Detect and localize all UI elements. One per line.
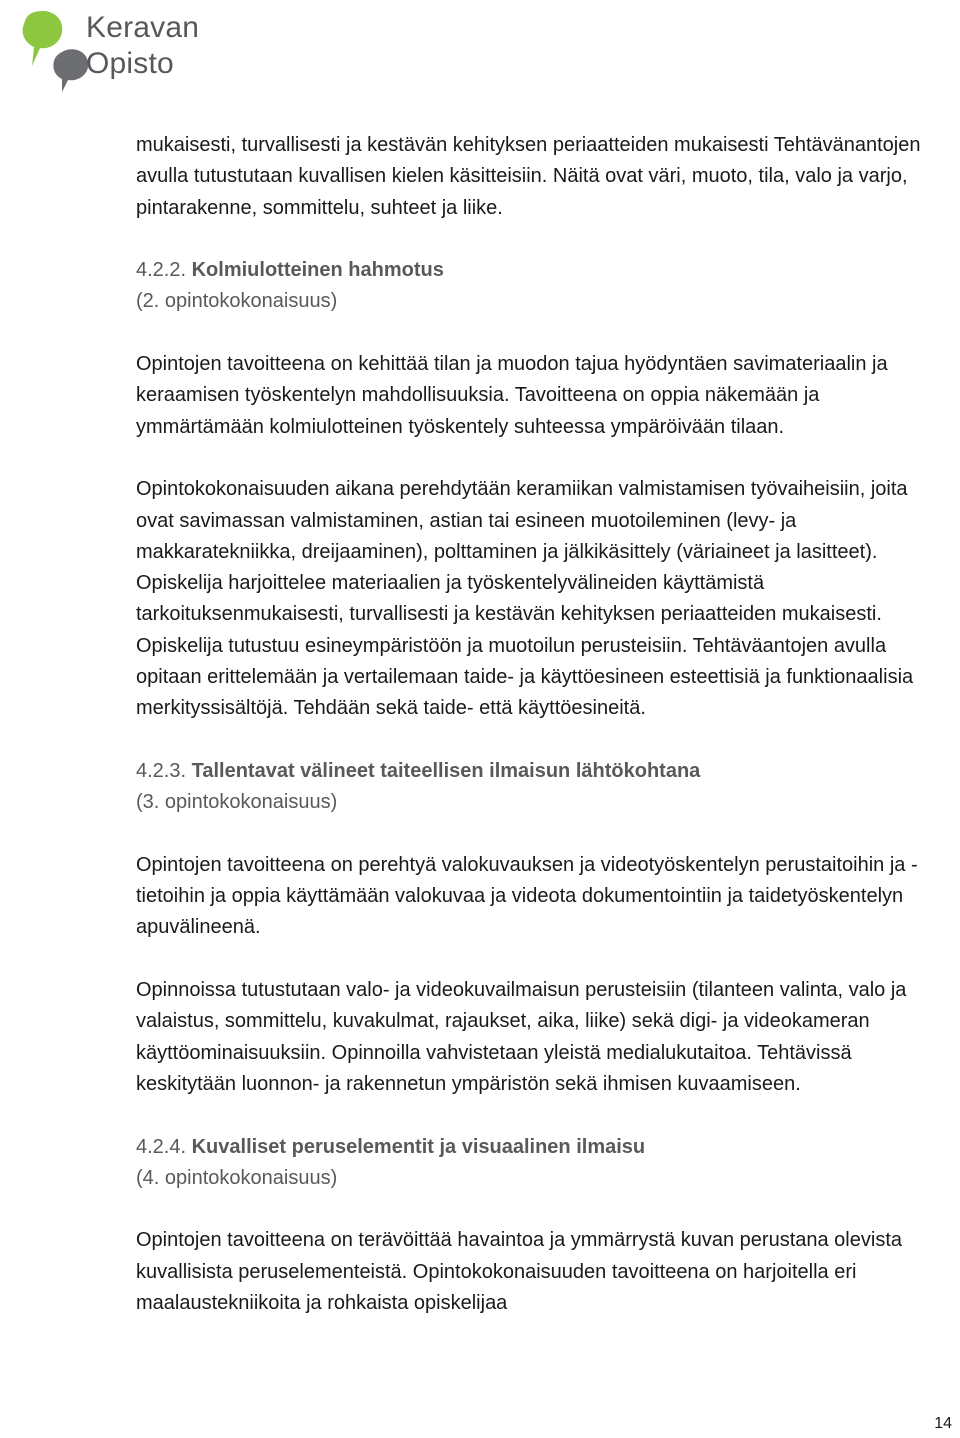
section-heading <box>136 255 936 286</box>
intro-paragraph: mukaisesti, turvallisesti ja kestävän kehityksen periaatteiden mukaisesti Tehtävänantojen avulla tutustutaan kuvallisen kielen käsitteisiin. Näitä ovat väri, muoto, tila, valo ja varjo, pintarakenne, sommittelu, suhteet ja liike. <box>136 134 921 219</box>
section-number: 4.2.2. <box>136 259 187 282</box>
section-number: 4.2.4. <box>136 1135 187 1158</box>
section-paragraph: Opinnoissa tutustutaan valo- ja videokuvailmaisun perusteisiin (tilanteen valinta, valo ja valaistus, sommittelu, kuvakulmat, rajaukset, aika, liike) sekä digi- ja videokameran käyttöominaisuuksiin. Opinnoilla vahvistetaan yleistä medialukutaitoa. Tehtävissä keskitytään luonnon- ja rakennetun ympäristön sekä ihmisen kuvaamiseen. <box>136 979 907 1095</box>
keravan-opisto-logo <box>22 8 200 92</box>
section-credits: (4. opintokokonaisuus) <box>136 1166 338 1189</box>
section-heading <box>136 756 936 787</box>
speech-bubbles-icon <box>22 8 92 92</box>
section-title: Kolmiulotteinen hahmotus <box>191 259 444 282</box>
document-body <box>136 130 936 1319</box>
section-paragraph: Opintokokonaisuuden aikana perehdytään keramiikan valmistamisen työvaiheisiin, joita ovat savimassan valmistaminen, astian tai esineen muotoileminen (levy- ja makkaratekniikka, dreijaaminen), polttaminen ja jälkikäsittely (väriaineet ja lasitteet). Opiskelija harjoittelee materiaalien ja työskentelyvälineiden käyttämistä tarkoituksenmukaisesti, turvallisesti ja kestävän kehityksen periaatteiden mukaisesti. Opiskelija tutustuu esineympäristöön ja muotoilun perusteisiin. Tehtäväantojen avulla opitaan erittelemään ja vertailemaan taide- ja käyttöesineen esteettisiä ja funktionaalisia merkityssisältöjä. Tehdään sekä taide- että käyttöesineitä. <box>136 478 914 720</box>
section-number: 4.2.3. <box>136 759 187 782</box>
section-credits: (2. opintokokonaisuus) <box>136 290 338 313</box>
section-title: Kuvalliset peruselementit ja visuaalinen ilmaisu <box>191 1135 646 1158</box>
logo-line-2: Opisto <box>86 47 174 80</box>
section-paragraph: Opintojen tavoitteena on kehittää tilan ja muodon tajua hyödyntäen savimateriaalin ja keraamisen työskentelyn mahdollisuuksia. Tavoitteena on oppia näkemään ja ymmärtämään kolmiulotteinen työskentely suhteessa ympäröivään tilaan. <box>136 353 888 438</box>
section-credits: (3. opintokokonaisuus) <box>136 791 338 814</box>
section-paragraph: Opintojen tavoitteena on terävöittää havaintoa ja ymmärrystä kuvan perustana olevista kuvallisista peruselementeistä. Opintokokonaisuuden tavoitteena on harjoitella eri maalaustekniikoita ja rohkaista opiskelijaa <box>136 1229 902 1314</box>
section-paragraph: Opintojen tavoitteena on perehtyä valokuvauksen ja videotyöskentelyn perustaitoihin ja -tietoihin ja oppia käyttämään valokuvaa ja videota dokumentointiin ja taidetyöskentelyn apuvälineenä. <box>136 853 918 939</box>
page-number: 14 <box>934 1415 952 1432</box>
logo-line-1: Keravan <box>86 11 200 44</box>
section-heading <box>136 1132 936 1163</box>
section-title: Tallentavat välineet taiteellisen ilmaisun lähtökohtana <box>191 759 701 782</box>
